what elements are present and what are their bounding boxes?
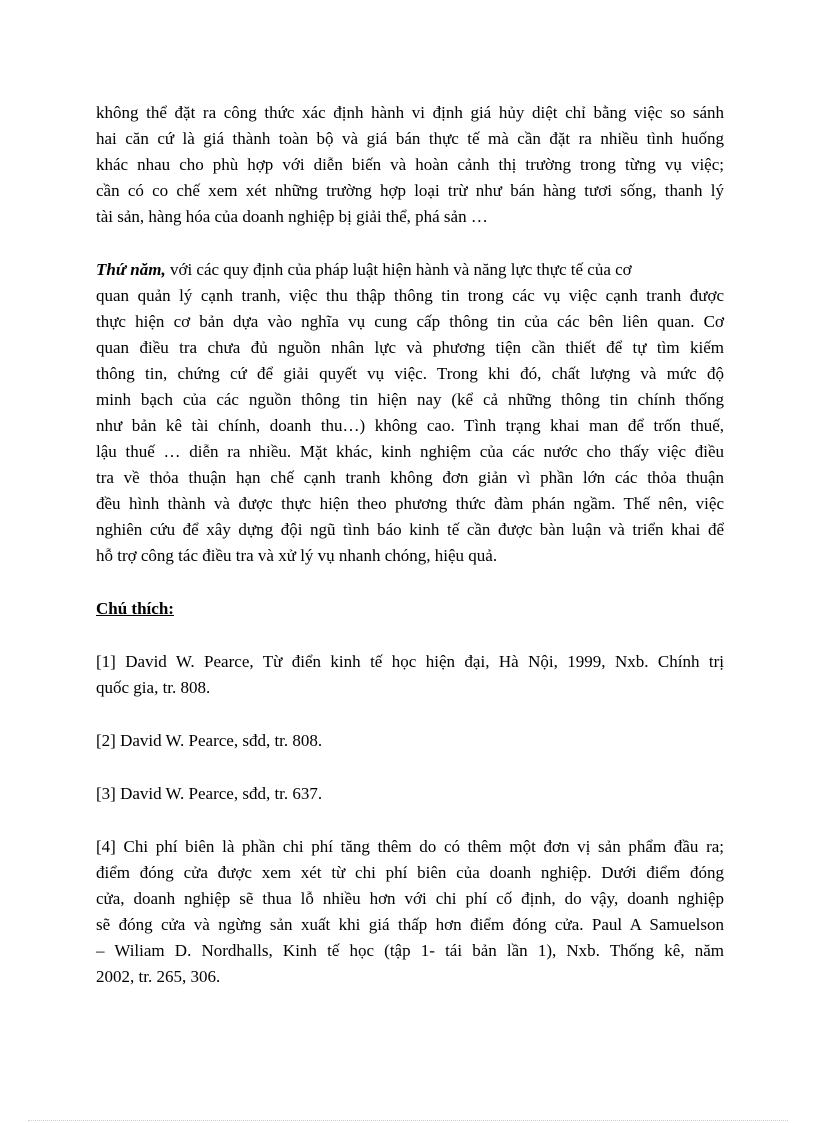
paragraph-lead-rest: với các quy định của pháp luật hiện hành và năng lực thực tế của cơ [165, 260, 632, 279]
footnote-1 [96, 649, 724, 701]
page-bottom-border [28, 1120, 788, 1121]
text-line: [1] David W. Pearce, Từ điển kinh tế học hiện đại, Hà Nội, 1999, Nxb. Chính trị [96, 652, 724, 671]
page-content [96, 100, 724, 990]
text-line: 2002, tr. 265, 306. [96, 967, 221, 986]
text-line: quốc gia, tr. 808. [96, 678, 211, 697]
text-line: hai căn cứ là giá thành toàn bộ và giá bán thực tế mà cần đặt ra nhiều tình huống [96, 129, 724, 148]
text-line: tài sản, hàng hóa của doanh nghiệp bị giải thể, phá sản … [96, 207, 488, 226]
notes-heading: Chú thích: [96, 599, 174, 618]
text-line: thông tin, chứng cứ để giải quyết vụ việc. Trong khi đó, chất lượng và mức độ [96, 364, 724, 383]
text-line: quan quản lý cạnh tranh, việc thu thập thông tin trong các vụ việc cạnh tranh được [96, 286, 724, 305]
text-line: – Wiliam D. Nordhalls, Kinh tế học (tập 1- tái bản lần 1), Nxb. Thống kê, năm [96, 941, 724, 960]
text-line: không thể đặt ra công thức xác định hành vi định giá hủy diệt chỉ bằng việc so sánh [96, 103, 724, 122]
text-line: [3] David W. Pearce, sđd, tr. 637. [96, 784, 323, 803]
text-line: điểm đóng cửa được xem xét từ chi phí biên của doanh nghiệp. Dưới điểm đóng [96, 863, 724, 882]
text-line: cần có co chế xem xét những trường hợp loại trừ như bán hàng tươi sống, thanh lý [96, 181, 724, 200]
text-line: cửa, doanh nghiệp sẽ thua lỗ nhiều hơn với chi phí cố định, do vậy, doanh nghiệp [96, 889, 724, 908]
paragraph-fifth [96, 257, 724, 569]
text-line: sẽ đóng cửa và ngừng sản xuất khi giá thấp hơn điểm đóng cửa. Paul A Samuelson [96, 915, 724, 934]
text-line: như bản kê tài chính, doanh thu…) không cao. Tình trạng khai man để trốn thuế, [96, 416, 724, 435]
text-line: thực hiện cơ bản dựa vào nghĩa vụ cung cấp thông tin của các bên liên quan. Cơ [96, 312, 724, 331]
paragraph-price-predation [96, 100, 724, 230]
footnote-3 [96, 781, 724, 807]
text-line: đều hình thành và được thực hiện theo phương thức đàm phán ngầm. Thế nên, việc [96, 494, 724, 513]
text-line: khác nhau cho phù hợp với diễn biến và hoàn cảnh thị trường trong từng vụ việc; [96, 155, 724, 174]
paragraph-lead: Thứ năm, [96, 260, 166, 279]
text-line: minh bạch của các nguồn thông tin hiện nay (kể cả những thông tin chính thống [96, 390, 724, 409]
text-line: lậu thuế … diễn ra nhiều. Mặt khác, kinh nghiệm của các nước cho thấy việc điều [96, 442, 724, 461]
text-line [96, 257, 724, 283]
text-line: tra về thỏa thuận hạn chế cạnh tranh không đơn giản vì phần lớn các thỏa thuận [96, 468, 724, 487]
text-line: [2] David W. Pearce, sđd, tr. 808. [96, 731, 323, 750]
text-line: nghiên cứu để xây dựng đội ngũ tình báo kinh tế cần được bàn luận và triển khai để [96, 520, 724, 539]
text-line: quan điều tra chưa đủ nguồn nhân lực và phương tiện cần thiết để tự tìm kiếm [96, 338, 724, 357]
footnote-2 [96, 728, 724, 754]
text-line: [4] Chi phí biên là phần chi phí tăng thêm do có thêm một đơn vị sản phẩm đầu ra; [96, 837, 724, 856]
footnote-4 [96, 834, 724, 990]
text-line: hỗ trợ công tác điều tra và xử lý vụ nhanh chóng, hiệu quả. [96, 546, 498, 565]
